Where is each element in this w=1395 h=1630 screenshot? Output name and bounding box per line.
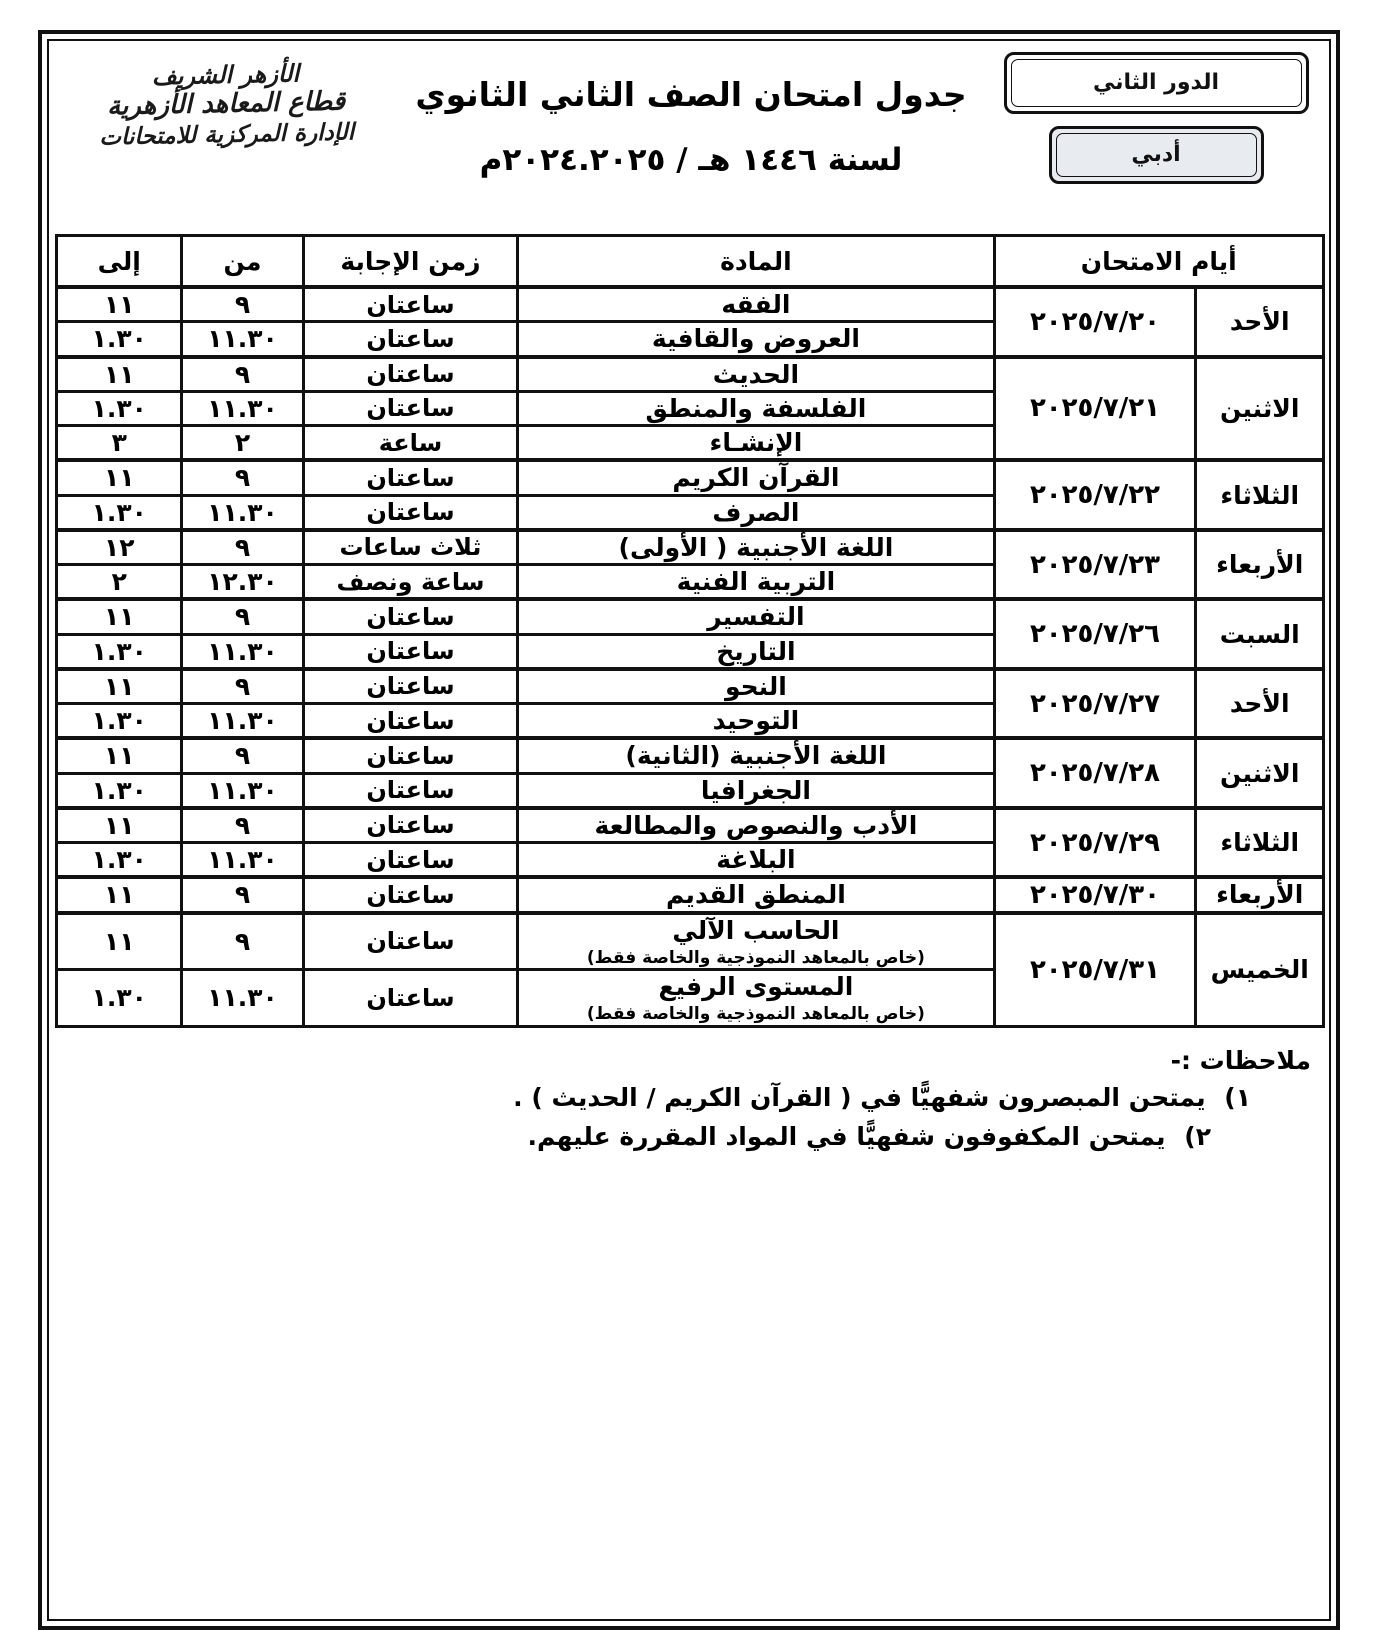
- cell-time-from: ٩: [182, 287, 303, 322]
- cell-duration: ساعة: [303, 426, 518, 461]
- logo-line-3: الإدارة المركزية للامتحانات: [99, 118, 355, 151]
- subject-name: الأدب والنصوص والمطالعة: [594, 810, 918, 840]
- notes-title: ملاحظات :-: [1170, 1045, 1311, 1075]
- cell-duration: ساعتان: [303, 738, 518, 773]
- subject-name: الجغرافيا: [700, 775, 811, 805]
- cell-time-to: ١١: [57, 669, 182, 704]
- cell-duration: ساعة ونصف: [303, 565, 518, 600]
- cell-time-to: ١.٣٠: [57, 704, 182, 739]
- cell-time-from: ٩: [182, 530, 303, 565]
- cell-day-name: الاثنين: [1196, 738, 1324, 808]
- note-text: يمتحن المكفوفون شفهيًّا في المواد المقررة عليهم.: [527, 1122, 1166, 1152]
- table-body: [57, 287, 1324, 1026]
- cell-time-from: ١١.٣٠: [182, 322, 303, 357]
- cell-duration: ساعتان: [303, 391, 518, 425]
- cell-subject: [518, 460, 994, 495]
- cell-duration: ساعتان: [303, 287, 518, 322]
- table-row: [57, 460, 1324, 495]
- cell-subject: [518, 287, 994, 322]
- cell-subject: [518, 913, 994, 970]
- cell-time-from: ٩: [182, 738, 303, 773]
- header-tag-group: [991, 46, 1321, 184]
- cell-time-from: ١١.٣٠: [182, 970, 303, 1027]
- cell-exam-date: ٢٠٢٥/٧/٣١: [994, 913, 1196, 1027]
- cell-duration: ساعتان: [303, 495, 518, 530]
- cell-subject: [518, 808, 994, 843]
- cell-time-to: ١.٣٠: [57, 634, 182, 669]
- cell-time-to: ١١: [57, 599, 182, 634]
- cell-day-name: الثلاثاء: [1196, 808, 1324, 878]
- cell-exam-date: ٢٠٢٥/٧/٣٠: [994, 877, 1196, 912]
- note-item: [55, 1118, 1311, 1157]
- footer-notes: [55, 1042, 1325, 1157]
- subject-name: الفلسفة والمنطق: [645, 393, 867, 423]
- cell-subject: [518, 426, 994, 461]
- cell-time-to: ٣: [57, 426, 182, 461]
- table-row: [57, 669, 1324, 704]
- subject-restriction-note: (خاص بالمعاهد النموذجية والخاصة فقط): [586, 1004, 925, 1025]
- cell-exam-date: ٢٠٢٥/٧/٢٨: [994, 738, 1196, 808]
- cell-exam-date: ٢٠٢٥/٧/٢٩: [994, 808, 1196, 878]
- table-row: [57, 287, 1324, 322]
- exam-schedule-sheet: [55, 46, 1325, 1157]
- cell-time-to: ٢: [57, 565, 182, 600]
- cell-time-from: ٩: [182, 599, 303, 634]
- subject-name: العروض والقافية: [651, 324, 860, 354]
- subject-name: التوحيد: [712, 706, 800, 735]
- cell-day-name: الاثنين: [1196, 357, 1324, 461]
- table-row: [57, 738, 1324, 773]
- cell-exam-date: ٢٠٢٥/٧/٢٢: [994, 460, 1196, 530]
- cell-exam-date: ٢٠٢٥/٧/٢٠: [994, 287, 1196, 357]
- cell-duration: ساعتان: [303, 808, 518, 843]
- cell-subject: [518, 877, 994, 912]
- exam-round-label: الدور الثاني: [1092, 70, 1220, 95]
- cell-subject: [518, 970, 994, 1027]
- cell-time-to: ١١: [57, 808, 182, 843]
- logo-line-2: قطاع المعاهد الأزهرية: [106, 86, 346, 122]
- cell-time-to: ١.٣٠: [57, 322, 182, 357]
- title-main: جدول امتحان الصف الثاني الثانوي: [415, 75, 967, 114]
- exam-round-tag: [1004, 52, 1309, 114]
- cell-time-from: ٩: [182, 357, 303, 392]
- table-row: [57, 357, 1324, 392]
- cell-time-from: ٢: [182, 426, 303, 461]
- note-index: ١): [1224, 1083, 1251, 1113]
- cell-time-from: ٩: [182, 669, 303, 704]
- cell-duration: ساعتان: [303, 357, 518, 392]
- exam-schedule-table: [55, 234, 1325, 1028]
- subject-name: التفسير: [707, 602, 805, 632]
- note-text: يمتحن المبصرون شفهيًّا في ( القرآن الكريم / الحديث ) .: [513, 1083, 1206, 1113]
- cell-day-name: الخميس: [1196, 913, 1324, 1027]
- subject-name: المستوى الرفيع: [658, 972, 854, 1002]
- cell-duration: ساعتان: [303, 599, 518, 634]
- cell-subject: [518, 357, 994, 392]
- cell-day-name: السبت: [1196, 599, 1324, 669]
- table-row: [57, 599, 1324, 634]
- note-item: [55, 1079, 1311, 1118]
- cell-exam-date: ٢٠٢٥/٧/٢٧: [994, 669, 1196, 739]
- cell-time-to: ١.٣٠: [57, 843, 182, 878]
- cell-time-from: ٩: [182, 808, 303, 843]
- table-row: [57, 913, 1324, 970]
- cell-time-from: ١١.٣٠: [182, 704, 303, 739]
- cell-duration: ساعتان: [303, 669, 518, 704]
- cell-time-to: ١١: [57, 357, 182, 392]
- table-row: [57, 808, 1324, 843]
- cell-time-to: ١.٣٠: [57, 970, 182, 1027]
- cell-time-to: ١٢: [57, 530, 182, 565]
- column-header-days: أيام الامتحان: [994, 236, 1324, 288]
- cell-duration: ثلاث ساعات: [303, 530, 518, 565]
- cell-duration: ساعتان: [303, 634, 518, 669]
- cell-time-to: ١.٣٠: [57, 391, 182, 425]
- cell-time-to: ١١: [57, 913, 182, 970]
- subject-name: الإنشـاء: [709, 428, 803, 457]
- cell-subject: [518, 773, 994, 808]
- subject-restriction-note: (خاص بالمعاهد النموذجية والخاصة فقط): [586, 947, 925, 968]
- cell-time-to: ١١: [57, 738, 182, 773]
- cell-subject: [518, 565, 994, 600]
- study-track-label: أدبي: [1131, 142, 1181, 167]
- logo-line-1: الأزهر الشريف: [151, 58, 300, 91]
- cell-duration: ساعتان: [303, 970, 518, 1027]
- cell-subject: [518, 599, 994, 634]
- cell-duration: ساعتان: [303, 704, 518, 739]
- subject-name: النحو: [724, 671, 787, 701]
- cell-subject: [518, 634, 994, 669]
- table-row: [57, 530, 1324, 565]
- subject-name: الفقه: [721, 290, 791, 319]
- cell-time-from: ١١.٣٠: [182, 495, 303, 530]
- cell-time-to: ١.٣٠: [57, 495, 182, 530]
- subject-name: التربية الفنية: [676, 567, 836, 596]
- subject-name: التاريخ: [716, 636, 796, 666]
- title-academic-year: لسنة ١٤٤٦ هـ / ٢٠٢٤.٢٠٢٥م: [479, 141, 903, 178]
- cell-time-from: ١٢.٣٠: [182, 565, 303, 600]
- subject-name: الحديث: [712, 359, 800, 389]
- cell-exam-date: ٢٠٢٥/٧/٢٦: [994, 599, 1196, 669]
- subject-name: المنطق القديم: [665, 880, 846, 910]
- cell-duration: ساعتان: [303, 913, 518, 970]
- cell-subject: [518, 391, 994, 425]
- cell-time-from: ٩: [182, 913, 303, 970]
- cell-duration: ساعتان: [303, 877, 518, 912]
- cell-duration: ساعتان: [303, 322, 518, 357]
- cell-day-name: الأربعاء: [1196, 877, 1324, 912]
- subject-name: الحاسب الآلي: [672, 915, 840, 945]
- subject-name: اللغة الأجنبية (الثانية): [625, 741, 887, 771]
- cell-subject: [518, 530, 994, 565]
- cell-subject: [518, 669, 994, 704]
- cell-subject: [518, 495, 994, 530]
- study-track-tag: [1049, 126, 1264, 184]
- cell-time-from: ١١.٣٠: [182, 391, 303, 425]
- cell-time-to: ١١: [57, 877, 182, 912]
- cell-subject: [518, 738, 994, 773]
- subject-name: البلاغة: [716, 845, 796, 874]
- cell-duration: ساعتان: [303, 843, 518, 878]
- note-index: ٢): [1184, 1122, 1211, 1152]
- table-header-row: [57, 236, 1324, 288]
- page-title: [395, 46, 987, 185]
- document-header: [55, 46, 1325, 224]
- cell-time-from: ١١.٣٠: [182, 773, 303, 808]
- cell-duration: ساعتان: [303, 460, 518, 495]
- cell-day-name: الأحد: [1196, 287, 1324, 357]
- cell-time-from: ٩: [182, 877, 303, 912]
- column-header-duration: زمن الإجابة: [303, 236, 518, 288]
- column-header-to: إلى: [57, 236, 182, 288]
- cell-time-from: ١١.٣٠: [182, 843, 303, 878]
- cell-subject: [518, 843, 994, 878]
- cell-exam-date: ٢٠٢٥/٧/٢١: [994, 357, 1196, 461]
- cell-subject: [518, 322, 994, 357]
- cell-time-to: ١١: [57, 460, 182, 495]
- subject-name: القرآن الكريم: [672, 463, 840, 493]
- cell-day-name: الأربعاء: [1196, 530, 1324, 600]
- subject-name: الصرف: [712, 497, 800, 527]
- cell-day-name: الثلاثاء: [1196, 460, 1324, 530]
- cell-subject: [518, 704, 994, 739]
- cell-time-from: ١١.٣٠: [182, 634, 303, 669]
- al-azhar-logo: [60, 43, 392, 153]
- cell-time-to: ١١: [57, 287, 182, 322]
- subject-name: اللغة الأجنبية ( الأولى): [618, 532, 894, 562]
- cell-exam-date: ٢٠٢٥/٧/٢٣: [994, 530, 1196, 600]
- column-header-subject: المادة: [518, 236, 994, 288]
- cell-time-to: ١.٣٠: [57, 773, 182, 808]
- cell-time-from: ٩: [182, 460, 303, 495]
- cell-duration: ساعتان: [303, 773, 518, 808]
- table-row: [57, 877, 1324, 912]
- cell-day-name: الأحد: [1196, 669, 1324, 739]
- column-header-from: من: [182, 236, 303, 288]
